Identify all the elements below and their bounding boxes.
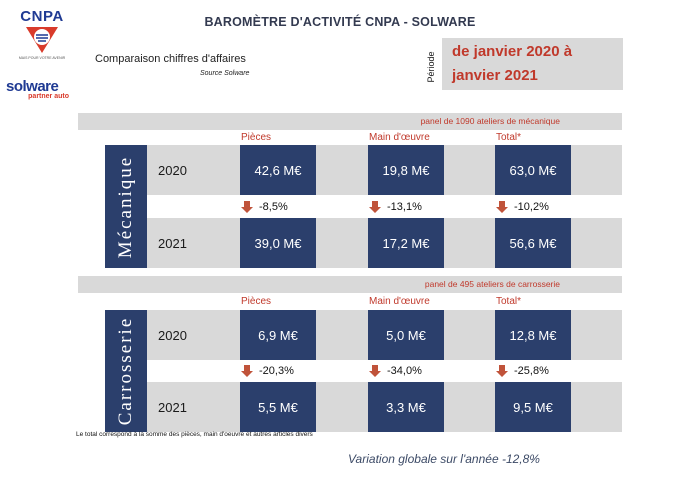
mecanique-2020-total: 63,0 M€	[495, 145, 571, 195]
carrosserie-2020-total: 12,8 M€	[495, 310, 571, 360]
carrosserie-year-2021: 2021	[158, 400, 187, 415]
carrosserie-2020-pieces: 6,9 M€	[240, 310, 316, 360]
carrosserie-change-main-oeuvre-value: -34,0%	[387, 365, 422, 377]
mecanique-year-2021: 2021	[158, 236, 187, 251]
mecanique-year-2020: 2020	[158, 163, 187, 178]
down-arrow-icon	[241, 365, 253, 377]
footnote: Le total correspond à la somme des pièces, main d'oeuvre et autres articles divers	[76, 431, 313, 438]
cnpa-emblem-icon	[24, 25, 60, 55]
mecanique-2020-pieces: 42,6 M€	[240, 145, 316, 195]
page-title: BAROMÈTRE D'ACTIVITÉ CNPA - SOLWARE	[204, 15, 476, 29]
carrosserie-side-label	[105, 310, 147, 432]
down-arrow-icon	[241, 201, 253, 213]
down-arrow-icon	[496, 365, 508, 377]
mecanique-side-label	[105, 145, 147, 268]
carrosserie-panel-text: panel de 495 ateliers de carrosserie	[424, 279, 560, 289]
mecanique-panel-text: panel de 1090 ateliers de mécanique	[420, 116, 560, 126]
periode-box	[442, 38, 623, 90]
mecanique-side-text: Mécanique	[115, 155, 136, 258]
carrosserie-change-main-oeuvre	[369, 365, 422, 377]
mecanique-col-pieces: Pièces	[241, 132, 272, 143]
carrosserie-col-pieces: Pièces	[241, 296, 272, 307]
down-arrow-icon	[369, 365, 381, 377]
carrosserie-change-total	[496, 365, 549, 377]
mecanique-change-main-oeuvre	[369, 201, 422, 213]
mecanique-2021-total: 56,6 M€	[495, 218, 571, 268]
carrosserie-year-2020: 2020	[158, 328, 187, 343]
carrosserie-change-pieces	[241, 365, 294, 377]
mecanique-change-pieces	[241, 201, 288, 213]
carrosserie-col-main-oeuvre: Main d'œuvre	[369, 296, 430, 307]
carrosserie-side-text: Carrosserie	[115, 316, 136, 426]
source-note: Source Solware	[200, 70, 250, 77]
mecanique-change-main-oeuvre-value: -13,1%	[387, 201, 422, 213]
carrosserie-panel-band	[78, 276, 622, 293]
cnpa-logo-text: CNPA	[20, 8, 64, 25]
down-arrow-icon	[369, 201, 381, 213]
mecanique-change-pieces-value: -8,5%	[259, 201, 288, 213]
periode-label	[423, 50, 437, 90]
carrosserie-change-pieces-value: -20,3%	[259, 365, 294, 377]
periode-label-text: Période	[426, 51, 436, 83]
carrosserie-change-total-value: -25,8%	[514, 365, 549, 377]
solware-tagline: partner auto	[28, 93, 69, 100]
carrosserie-2021-pieces: 5,5 M€	[240, 382, 316, 432]
mecanique-2021-main-oeuvre: 17,2 M€	[368, 218, 444, 268]
mecanique-col-main-oeuvre: Main d'œuvre	[369, 132, 430, 143]
periode-line-2: janvier 2021	[452, 67, 538, 84]
down-arrow-icon	[496, 201, 508, 213]
variation-globale: Variation globale sur l'année -12,8%	[348, 452, 540, 466]
mecanique-panel-band	[78, 113, 622, 130]
page-subtitle: Comparaison chiffres d'affaires	[95, 53, 246, 65]
mecanique-2020-main-oeuvre: 19,8 M€	[368, 145, 444, 195]
carrosserie-2021-main-oeuvre: 3,3 M€	[368, 382, 444, 432]
mecanique-col-total: Total*	[496, 132, 522, 143]
solware-logo	[6, 78, 72, 104]
solware-logo-text: solware	[6, 78, 59, 95]
mecanique-change-total-value: -10,2%	[514, 201, 549, 213]
mecanique-2021-pieces: 39,0 M€	[240, 218, 316, 268]
carrosserie-2020-main-oeuvre: 5,0 M€	[368, 310, 444, 360]
carrosserie-2021-total: 9,5 M€	[495, 382, 571, 432]
periode-line-1: de janvier 2020 à	[452, 43, 573, 60]
carrosserie-col-total: Total*	[496, 296, 522, 307]
mecanique-change-total	[496, 201, 549, 213]
cnpa-logo	[14, 8, 70, 66]
cnpa-tagline: MAIS POUR VOTRE AVENIR	[18, 56, 66, 60]
